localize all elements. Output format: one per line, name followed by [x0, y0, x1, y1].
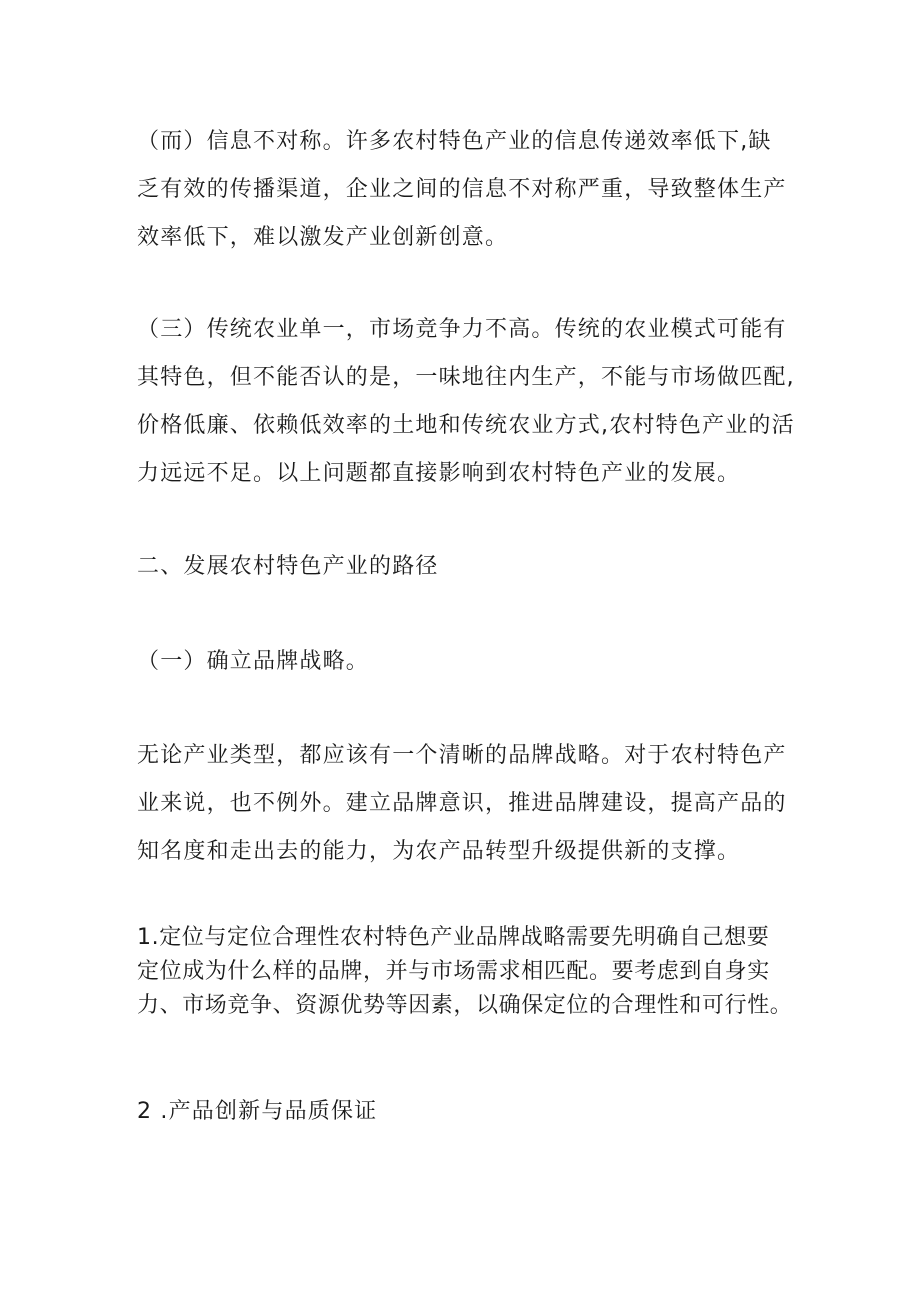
paragraph-positioning	[137, 921, 797, 1023]
section-heading	[137, 543, 797, 591]
text-line: 知名度和走出去的能力，为农产品转型升级提供新的支撑。	[137, 839, 741, 864]
text-line: 其特色，但不能否认的是，一味地往内生产，不能与市场做匹配,	[137, 365, 795, 390]
subsection-heading-text: （一）确立品牌战略。	[137, 649, 370, 674]
text-line: 价格低廉、依赖低效率的土地和传统农业方式,农村特色产业的活	[137, 413, 795, 438]
paragraph-brand-strategy	[137, 732, 797, 876]
text-line: 效率低下，难以激发产业创新创意。	[137, 225, 509, 250]
text-line: 定位成为什么样的品牌，并与市场需求相匹配。要考虑到自身实	[137, 959, 770, 984]
text-line: （而）信息不对称。许多农村特色产业的信息传递效率低下,缺	[137, 129, 772, 154]
subsection-heading-product-innovation	[137, 1088, 797, 1136]
paragraph-traditional-agriculture	[137, 306, 797, 498]
text-line: 乏有效的传播渠道，企业之间的信息不对称严重，导致整体生产	[137, 177, 787, 202]
subsection-heading	[137, 638, 797, 686]
text-line: （三）传统农业单一，市场竞争力不高。传统的农业模式可能有	[137, 317, 787, 342]
section-heading-text: 二、发展农村特色产业的路径	[137, 554, 439, 579]
subsection-heading-text: 2 .产品创新与品质保证	[137, 1099, 378, 1124]
text-line: 1.定位与定位合理性农村特色产业品牌战略需要先明确自己想要	[137, 925, 770, 950]
text-line: 业来说，也不例外。建立品牌意识，推进品牌建设，提高产品的	[137, 791, 787, 816]
paragraph-info-asymmetry	[137, 118, 797, 262]
text-line: 力、市场竞争、资源优势等因素，以确保定位的合理性和可行性。	[137, 993, 793, 1018]
text-line: 力远远不足。以上问题都直接影响到农村特色产业的发展。	[137, 461, 741, 486]
text-line: 无论产业类型，都应该有一个清晰的品牌战略。对于农村特色产	[137, 743, 787, 768]
